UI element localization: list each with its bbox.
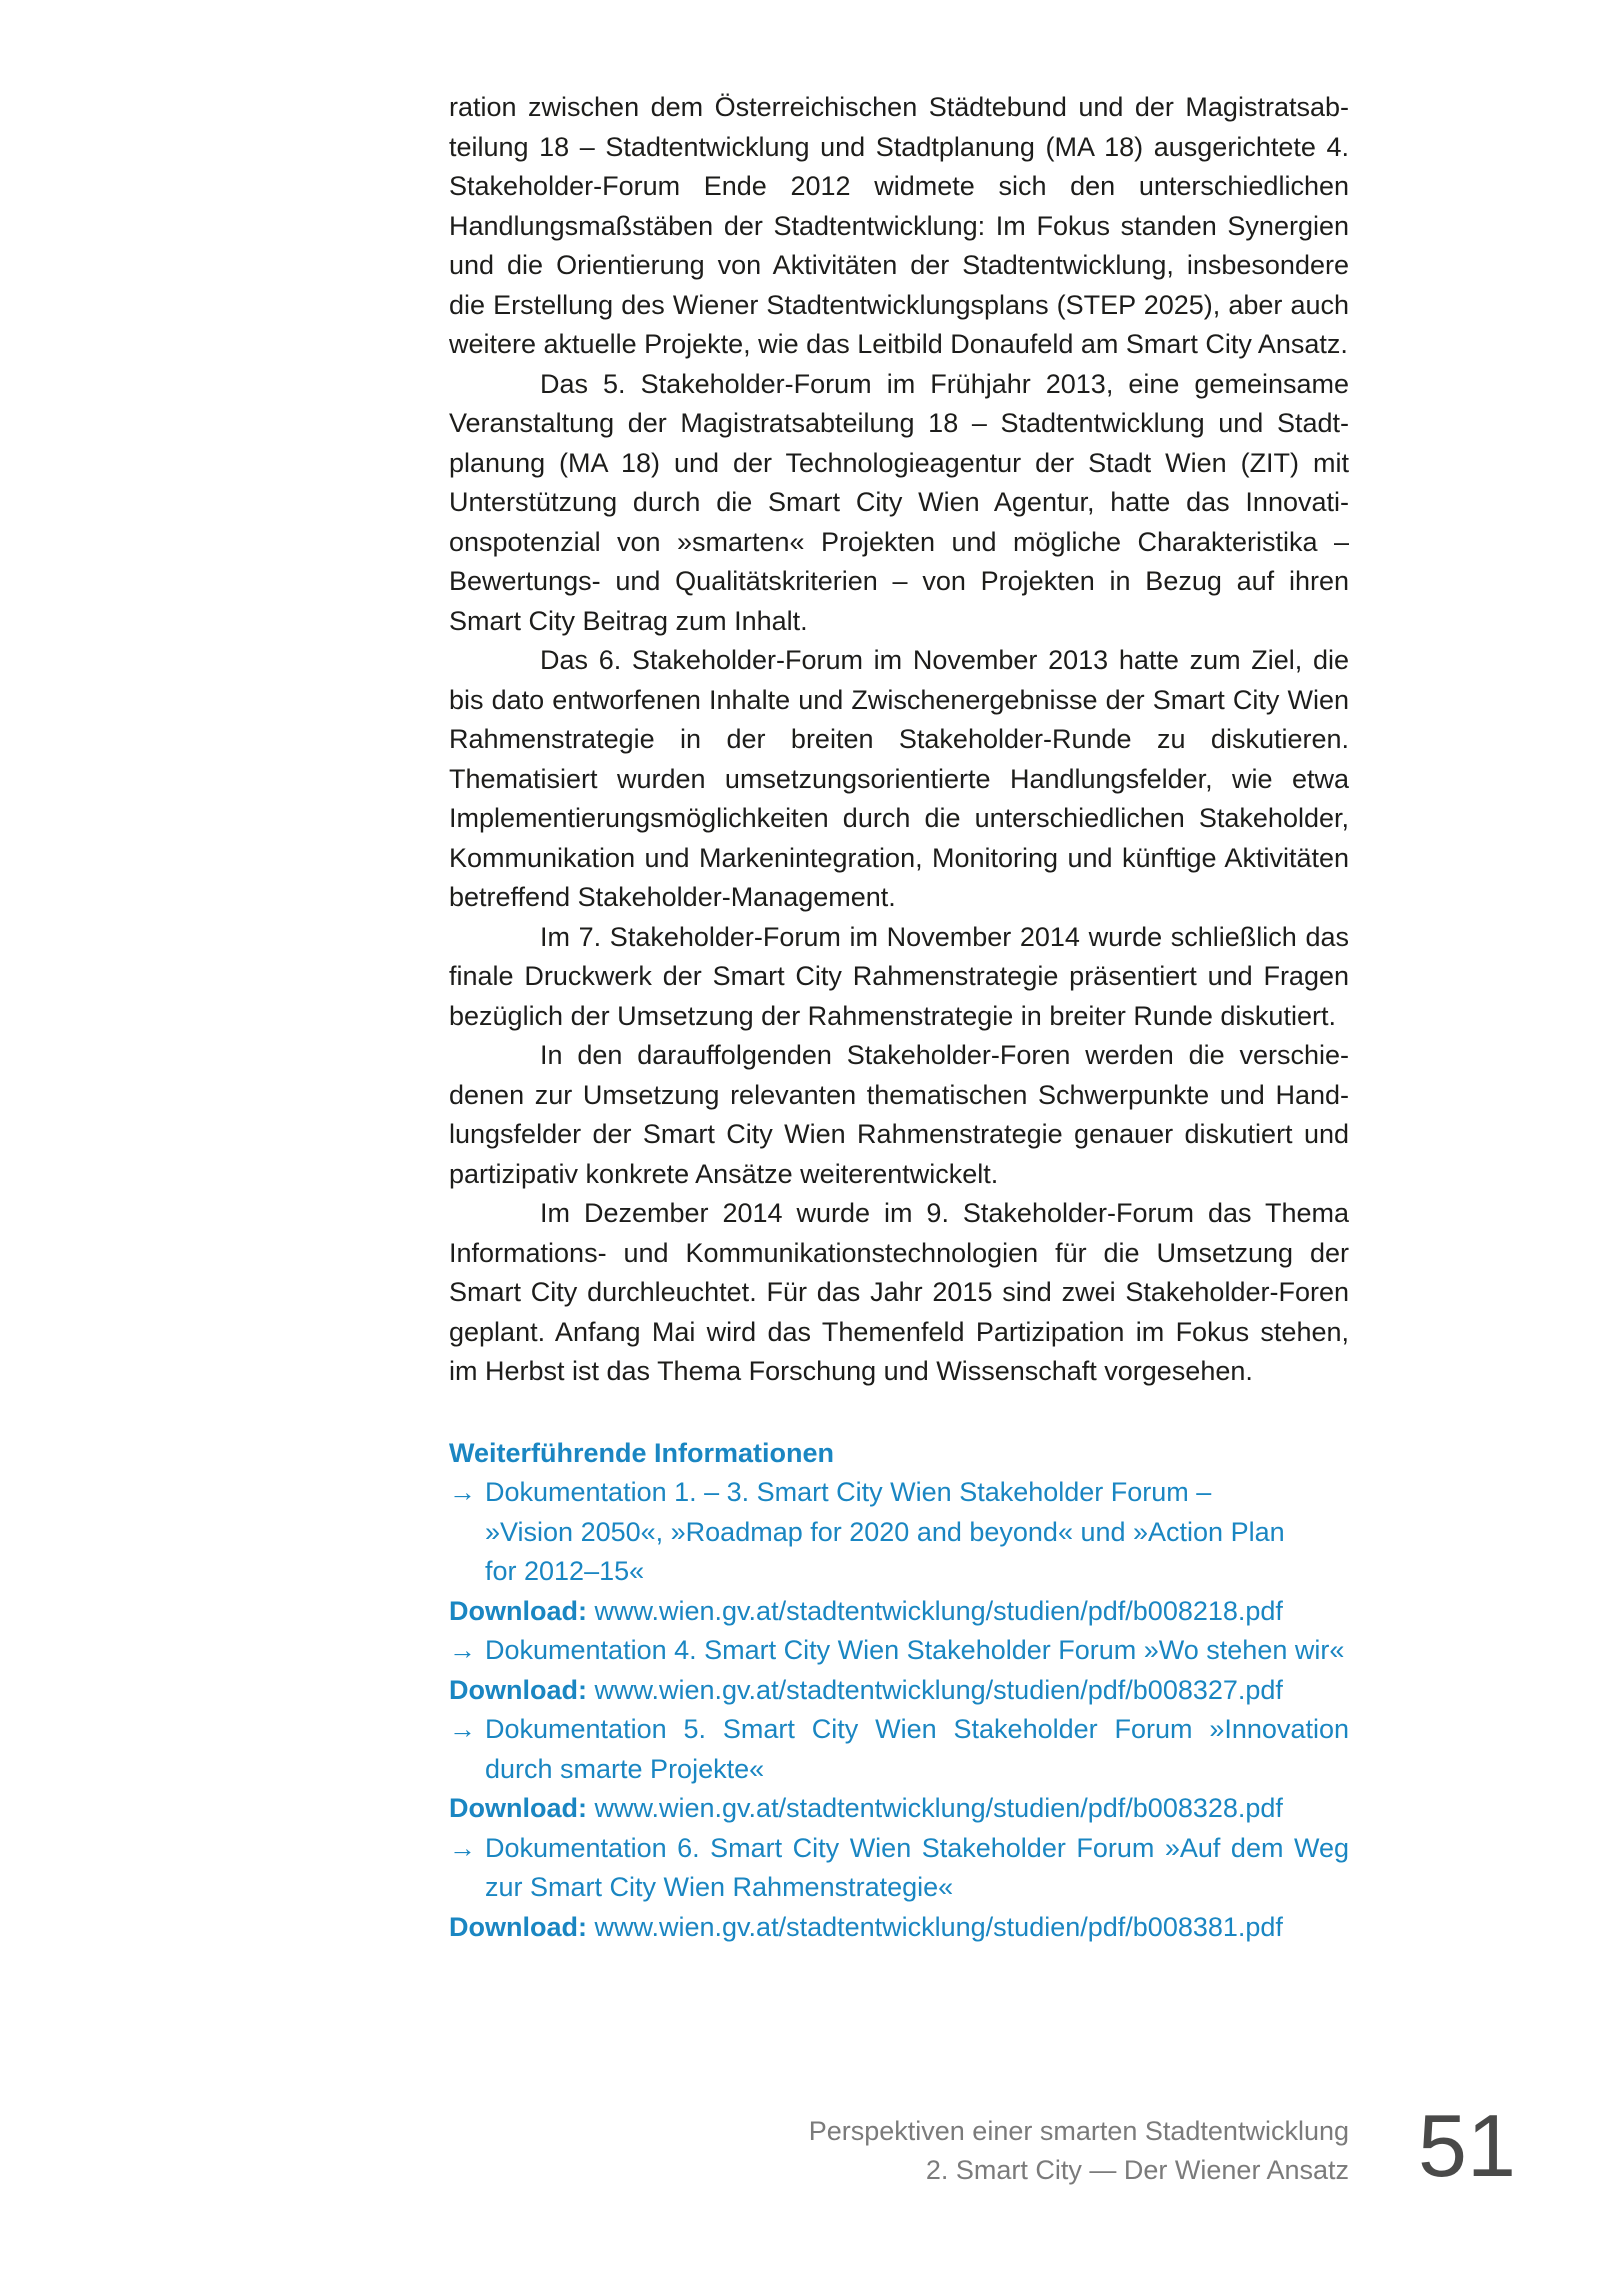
download-line xyxy=(449,1789,1349,1829)
arrow-right-icon: → xyxy=(449,1635,476,1665)
body-paragraph: Im Dezember 2014 wurde im 9. Stakeholder-Forum das Thema Informations- und Kommunikationstechnologien für die Umsetzung der Smart City durchleuchtet. Für das Jahr 2015 sind zwei Stakeholder-Foren geplant. Anfang Mai wird das Themenfeld Partizipation im Fokus stehen, im Herbst ist das Thema Forschung und Wissenschaft vorgesehen. xyxy=(449,1198,1349,1386)
download-label: Download: xyxy=(449,1911,587,1942)
further-information-section xyxy=(449,1434,1349,1948)
download-label: Download: xyxy=(449,1793,587,1823)
body-paragraph: Das 5. Stakeholder-Forum im Frühjahr 2013, eine gemeinsame Veranstaltung der Magistratsabteilung 18 – Stadtentwicklung und Stadtplanung (MA 18) und der Technologieagentur der Stadt Wien (ZIT) mit Unterstützung durch die Smart City Wien Agentur, hatte das Innovationspotenzial von »smarten« Projekten und mögliche Charakteristika – Bewertungs- und Qualitätskriterien – von Projekten in Bezug auf ihren Smart City Beitrag zum Inhalt. xyxy=(449,368,1349,636)
documentation-item xyxy=(449,1710,1349,1789)
download-link[interactable]: www.wien.gv.at/stadtentwicklung/studien/pdf/b008381.pdf xyxy=(594,1911,1283,1942)
body-paragraph: In den darauffolgenden Stakeholder-Foren werden die verschiedenen zur Umsetzung relevanten thematischen Schwerpunkte und Handlungsfelder der Smart City Wien Rahmenstrategie genauer diskutiert und partizipativ konkrete Ansätze weiterentwickelt. xyxy=(449,1040,1349,1189)
documentation-title: Dokumentation 1. – 3. Smart City Wien Stakeholder Forum – »Vision 2050«, »Roadmap for 2020 and beyond« und »Action Plan for 2012–15« xyxy=(485,1477,1285,1586)
documentation-item xyxy=(449,1829,1349,1908)
download-line xyxy=(449,1908,1349,1948)
documentation-title: Dokumentation 4. Smart City Wien Stakeholder Forum »Wo stehen wir« xyxy=(485,1635,1345,1665)
arrow-right-icon: → xyxy=(449,1714,476,1744)
documentation-title: Dokumentation 6. Smart City Wien Stakeholder Forum »Auf dem Weg zur Smart City Wien Rahmenstrategie« xyxy=(485,1832,1349,1902)
footer-chapter-title: 2. Smart City — Der Wiener Ansatz xyxy=(925,2155,1349,2185)
arrow-right-icon: → xyxy=(449,1477,476,1507)
body-paragraph: Das 6. Stakeholder-Forum im November 2013 hatte zum Ziel, die bis dato entworfenen Inhalte und Zwischenergebnisse der Smart City Wien Rahmenstrategie in der breiten Stakeholder-Runde zu diskutieren. Thematisiert wurden umsetzungsorientierte Handlungsfelder, wie etwa Implementierungsmöglichkeiten durch die unterschiedlichen Stakeholder, Kommunikation und Markenintegration, Monitoring und künftige Aktivitäten betreffend Stakeholder-Management. xyxy=(449,645,1349,912)
download-label: Download: xyxy=(449,1595,587,1626)
download-line xyxy=(449,1671,1349,1711)
footer-publication-title: Perspektiven einer smarten Stadtentwicklung xyxy=(808,2116,1349,2146)
download-link[interactable]: www.wien.gv.at/stadtentwicklung/studien/pdf/b008218.pdf xyxy=(594,1595,1283,1626)
body-paragraph: Im 7. Stakeholder-Forum im November 2014 wurde schließlich das finale Druckwerk der Smart City Rahmenstrategie präsentiert und Fragen bezüglich der Umsetzung der Rahmenstrategie in breiter Runde diskutiert. xyxy=(449,921,1349,1031)
further-information-heading: Weiterführende Informationen xyxy=(449,1437,835,1468)
documentation-item xyxy=(449,1473,1349,1592)
download-link[interactable]: www.wien.gv.at/stadtentwicklung/studien/pdf/b008328.pdf xyxy=(594,1793,1283,1823)
download-label: Download: xyxy=(449,1674,587,1705)
arrow-right-icon: → xyxy=(449,1832,476,1863)
download-line xyxy=(449,1592,1349,1632)
documentation-item xyxy=(449,1631,1349,1671)
main-text-column xyxy=(449,88,1349,1947)
running-footer xyxy=(700,2112,1349,2190)
documentation-title: Dokumentation 5. Smart City Wien Stakeholder Forum »Innovation durch smarte Projekte« xyxy=(485,1714,1349,1784)
page-number: 51 xyxy=(1418,2096,1516,2195)
download-link[interactable]: www.wien.gv.at/stadtentwicklung/studien/pdf/b008327.pdf xyxy=(594,1674,1283,1705)
body-paragraph: ration zwischen dem Österreichischen Städtebund und der Magistratsabteilung 18 – Stadtentwicklung und Stadtplanung (MA 18) ausgerichtete 4. Stakeholder-Forum Ende 2012 widmete sich den unterschiedlichen Handlungsmaßstäben der Stadtentwicklung: Im Fokus standen Synergien und die Orientierung von Aktivitäten der Stadtentwicklung, insbesondere die Erstellung des Wiener Stadtentwicklungsplans (STEP 2025), aber auch weitere aktuelle Projekte, wie das Leitbild Donaufeld am Smart City Ansatz. xyxy=(449,92,1349,359)
